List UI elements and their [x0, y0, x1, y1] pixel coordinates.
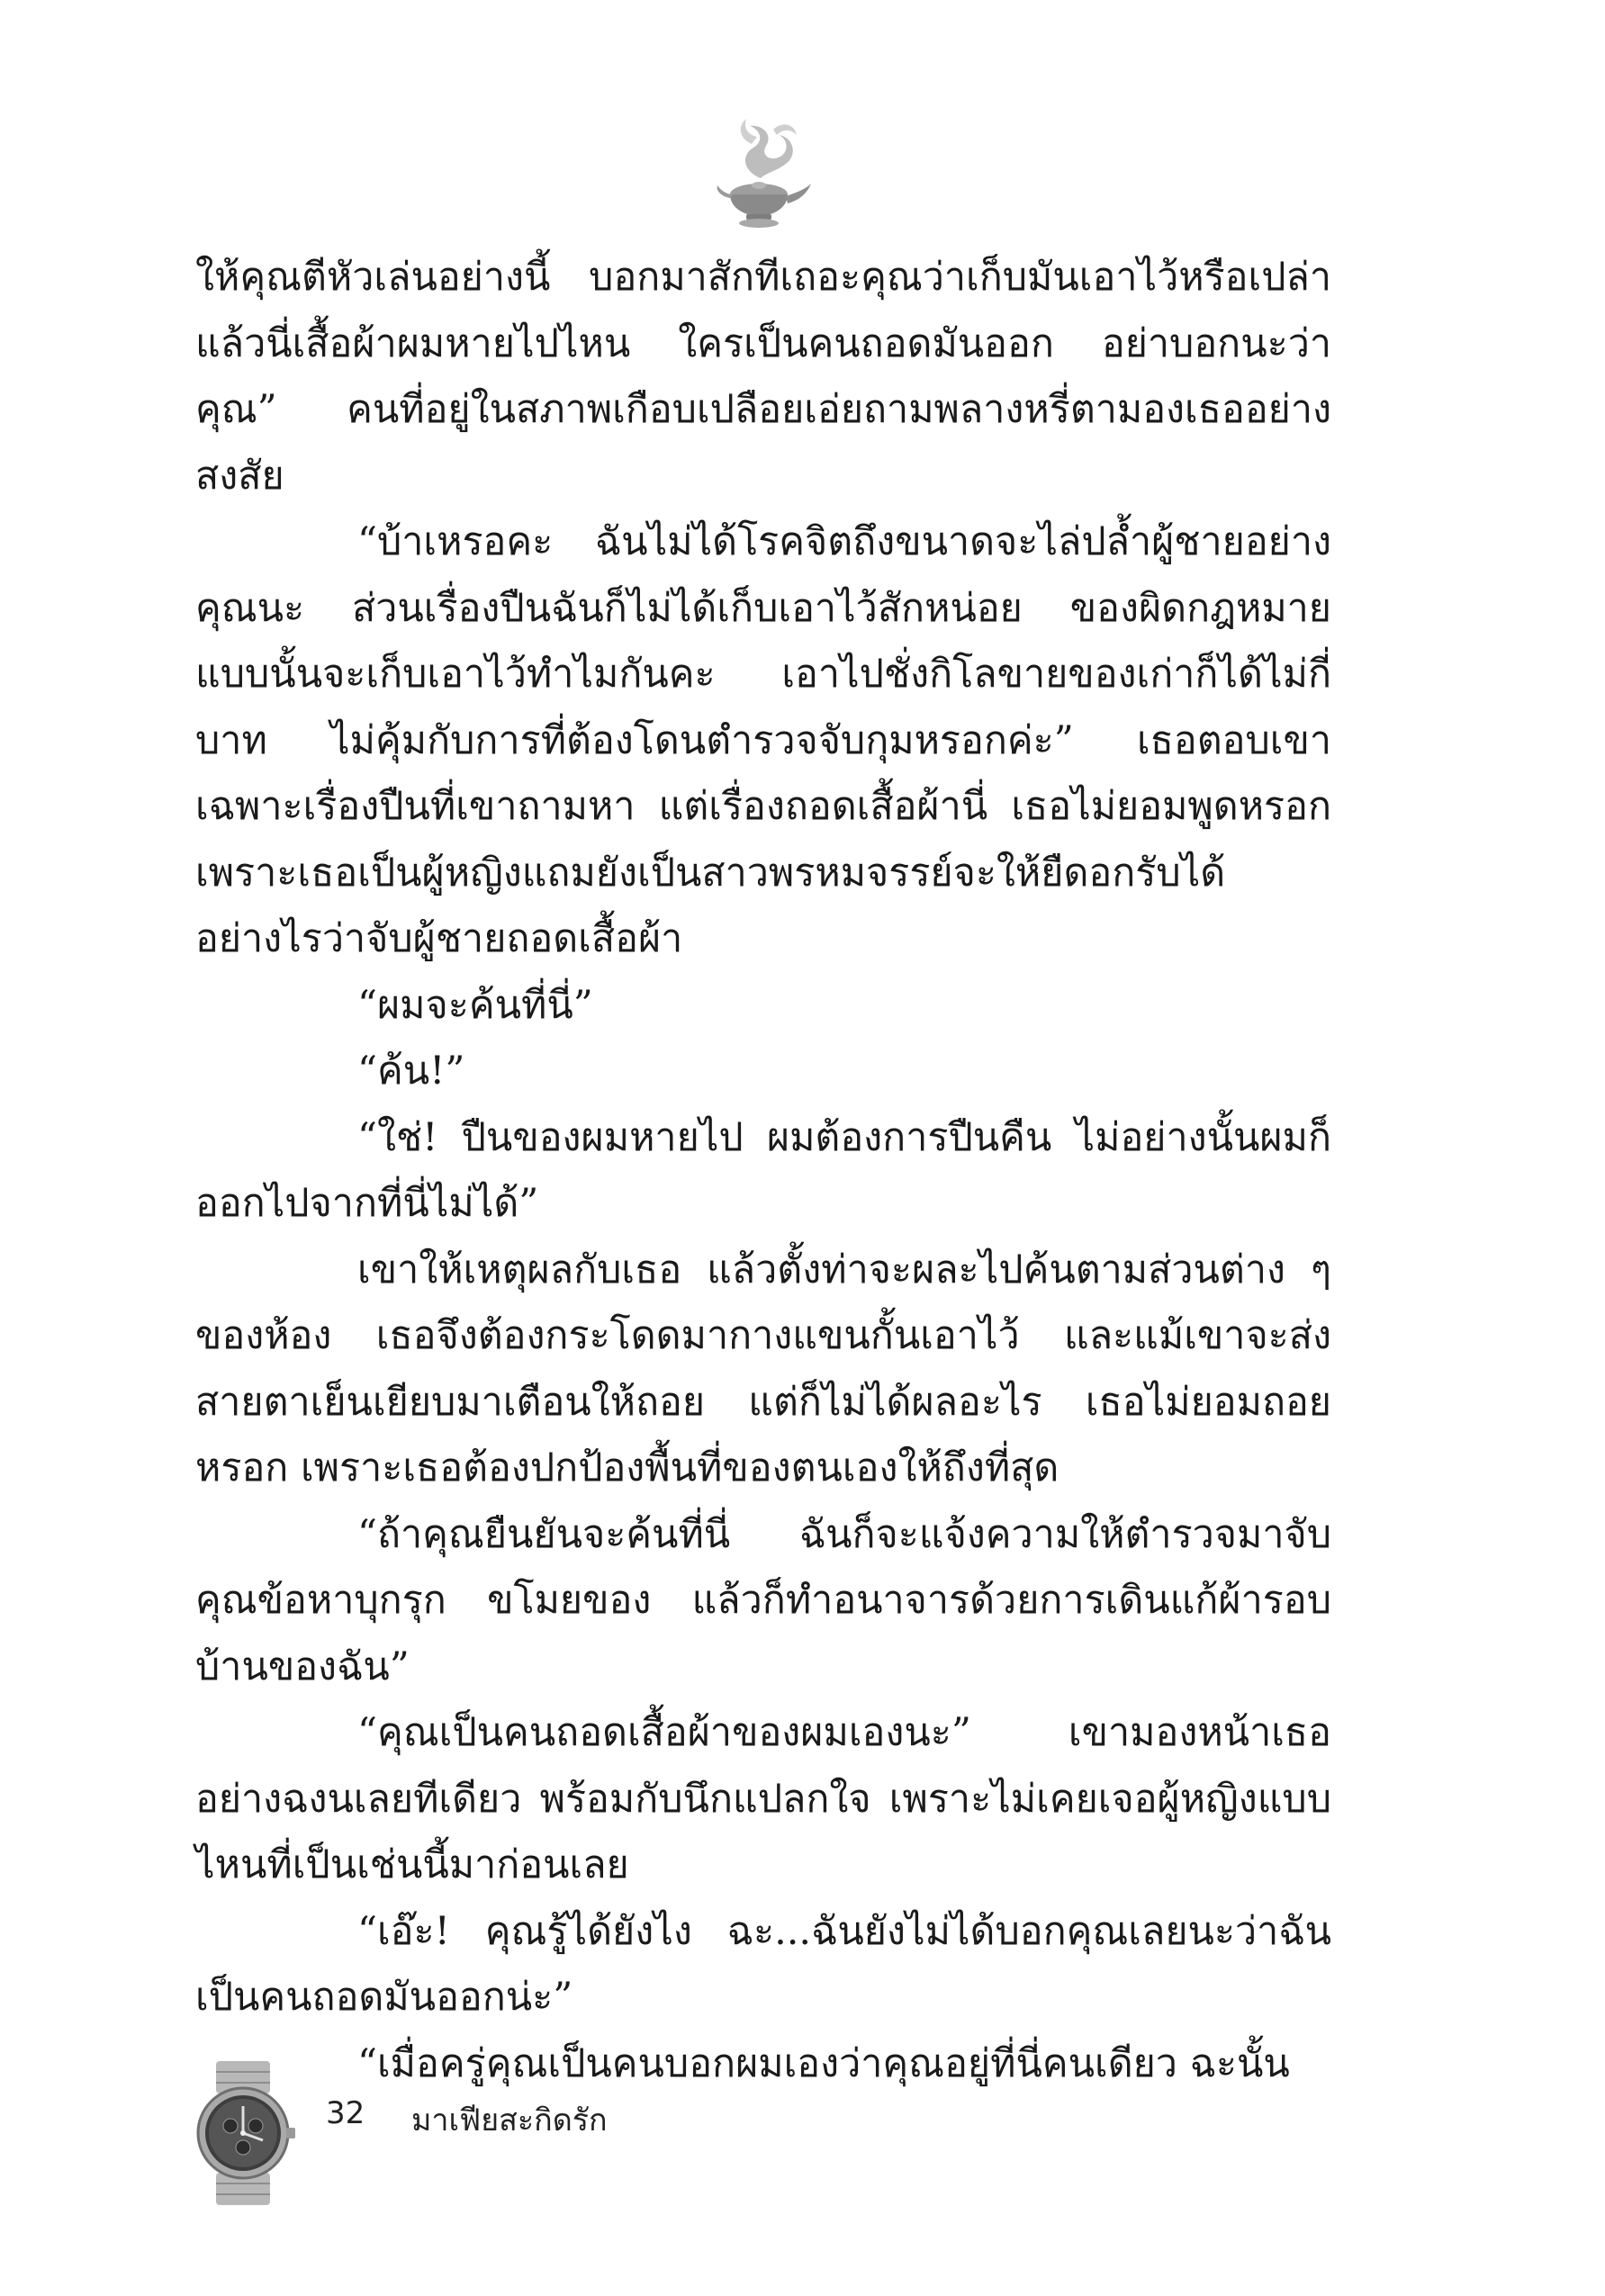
wristwatch-icon: [191, 2061, 297, 2205]
paragraph: เขาให้เหตุผลกับเธอ แล้วตั้งท่าจะผละไปค้นตามส่วนต่าง ๆ ของห้อง เธอจึงต้องกระโดดมากางแขนกั้นเอาไว้ และแม้เขาจะส่งสายตาเย็นเยียบมาเตือนให้ถอย แต่ก็ไม่ได้ผลอะไร เธอไม่ยอมถอยหรอก เพราะเธอต้องปกป้องพื้นที่ของตนเองให้ถึงที่สุด: [195, 1247, 1331, 1490]
book-title: มาเฟียสะกิดรัก: [411, 2102, 608, 2138]
page-number: 32: [326, 2095, 365, 2131]
paragraph: “เอ๊ะ! คุณรู้ได้ยังไง ฉะ...ฉันยังไม่ได้บอกคุณเลยนะว่าฉันเป็นคนถอดมันออกน่ะ”: [195, 1908, 1331, 2020]
paragraph: “คุณเป็นคนถอดเสื้อผ้าของผมเองนะ” เขามองหน้าเธออย่างฉงนเลยทีเดียว พร้อมกับนึกแปลกใจ เพราะไม่เคยเจอผู้หญิงแบบไหนที่เป็นเช่นนี้มาก่อนเลย: [195, 1710, 1331, 1887]
paragraph: ให้คุณตีหัวเล่นอย่างนี้ บอกมาสักทีเถอะคุณว่าเก็บมันเอาไว้หรือเปล่า แล้วนี่เสื้อผ้าผมหายไปไหน ใครเป็นคนถอดมันออก อย่าบอกนะว่าคุณ” คนที่อยู่ในสภาพเกือบเปลือยเอ่ยถามพลางหรี่ตามองเธออย่างสงสัย: [195, 255, 1331, 499]
page-footer: [191, 2061, 821, 2205]
paragraph: “ผมจะค้นที่นี่”: [357, 982, 593, 1028]
paragraph: “ค้น!”: [357, 1049, 465, 1094]
paragraph: “บ้าเหรอคะ ฉันไม่ได้โรคจิตถึงขนาดจะไล่ปล้ำผู้ชายอย่างคุณนะ ส่วนเรื่องปืนฉันก็ไม่ได้เก็บเอาไว้สักหน่อย ของผิดกฎหมายแบบนั้นจะเก็บเอาไว้ทำไมกันคะ เอาไปชั่งกิโลขายของเก่าก็ได้ไม่กี่บาท ไม่คุ้มกับการที่ต้องโดนตำรวจจับกุมหรอกค่ะ” เธอตอบเขาเฉพาะเรื่องปืนที่เขาถามหา แต่เรื่องถอดเสื้อผ้านี่ เธอไม่ยอมพูดหรอก เพราะเธอเป็นผู้หญิงแถมยังเป็นสาวพรหมจรรย์จะให้ยืดอกรับได้อย่างไรว่าจับผู้ชายถอดเสื้อผ้า: [195, 519, 1331, 961]
paragraph: “ถ้าคุณยืนยันจะค้นที่นี่ ฉันก็จะแจ้งความให้ตำรวจมาจับคุณข้อหาบุกรุก ขโมยของ แล้วก็ทำอนาจารด้วยการเดินแก้ผ้ารอบบ้านของฉัน”: [195, 1511, 1331, 1689]
paragraph: “เมื่อครู่คุณเป็นคนบอกผมเองว่าคุณอยู่ที่นี่คนเดียว ฉะนั้น: [357, 2040, 1290, 2086]
genie-lamp-icon: [707, 108, 815, 234]
paragraph: “ใช่! ปืนของผมหายไป ผมต้องการปืนคืน ไม่อย่างนั้นผมก็ออกไปจากที่นี่ไม่ได้”: [195, 1114, 1331, 1226]
body-text: [195, 245, 1331, 2097]
